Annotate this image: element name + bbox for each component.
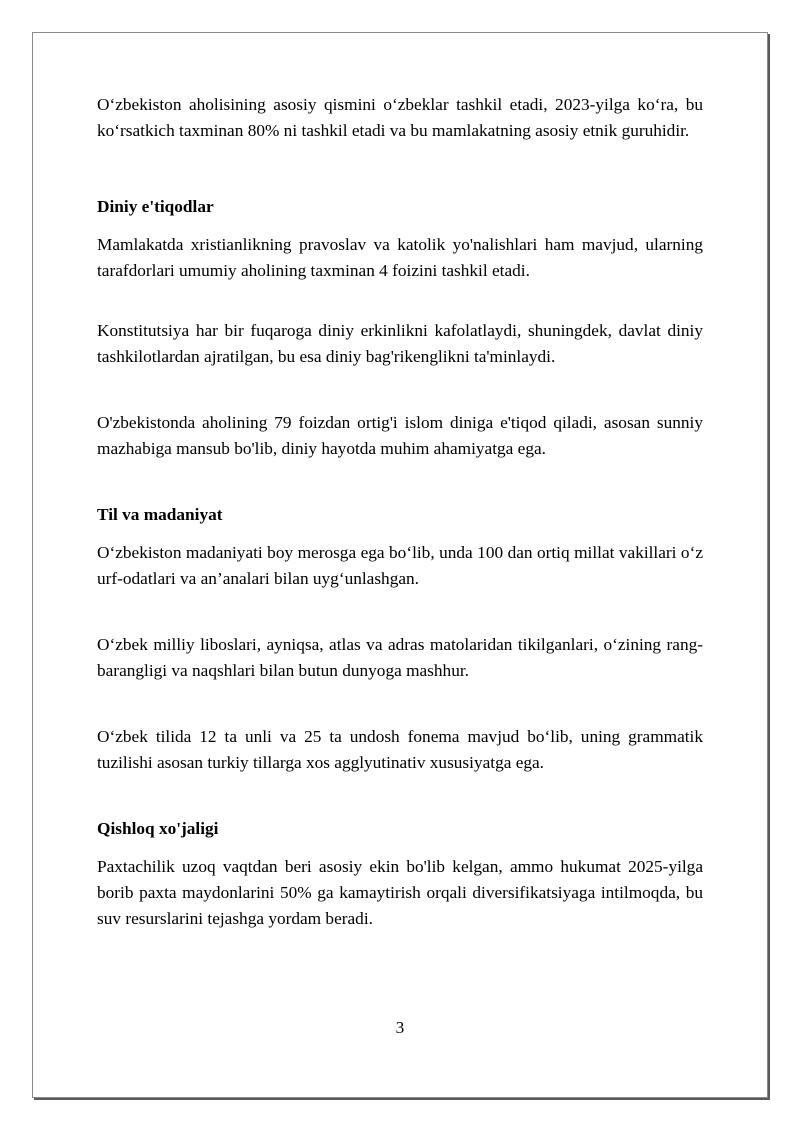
paragraph-islam: O'zbekistonda aholining 79 foizdan ortig'i islom diniga e'tiqod qiladi, asosan sunniy mazhabiga mansub bo'lib, diniy hayotda muhim ahamiyatga ega. bbox=[97, 413, 703, 458]
page-number: 3 bbox=[395, 1018, 405, 1037]
paragraph-constitution: Konstitutsiya har bir fuqaroga diniy erkinlikni kafolatlaydi, shuningdek, davlat diniy tashkilotlardan ajratilgan, bu esa diniy bag'rikenglikni ta'minlaydi. bbox=[97, 321, 703, 366]
paragraph-culture-heritage: O‘zbekiston madaniyati boy merosga ega bo‘lib, unda 100 dan ortiq millat vakillari o‘z urf-odatlari va an’analari bilan uyg‘unlashgan. bbox=[97, 543, 703, 588]
heading-language-culture: Til va madaniyat bbox=[97, 505, 223, 524]
paragraph-cotton-farming: Paxtachilik uzoq vaqtdan beri asosiy ekin bo'lib kelgan, ammo hukumat 2025-yilga borib paxta maydonlarini 50% ga kamaytirish orqali diversifikatsiyaga intilmoqda, bu suv resurslarini tejashga yordam beradi. bbox=[97, 857, 703, 928]
paragraph-uzbek-language: O‘zbek tilida 12 ta unli va 25 ta undosh fonema mavjud bo‘lib, uning grammatik tuzilishi asosan turkiy tillarga xos agglyutinativ xususiyatga ega. bbox=[97, 727, 703, 772]
paragraph-christianity: Mamlakatda xristianlikning pravoslav va katolik yo'nalishlari ham mavjud, ularning tarafdorlari umumiy aholining taxminan 4 foizini tashkil etadi. bbox=[97, 235, 703, 280]
heading-religious-beliefs: Diniy e'tiqodlar bbox=[97, 197, 214, 216]
page-content bbox=[97, 92, 703, 932]
paragraph-ethnic-composition: O‘zbekiston aholisining asosiy qismini o‘zbeklar tashkil etadi, 2023-yilga ko‘ra, bu ko‘rsatkich taxminan 80% ni tashkil etadi va bu mamlakatning asosiy etnik guruhidir. bbox=[97, 95, 703, 140]
paragraph-national-clothing: O‘zbek milliy liboslari, ayniqsa, atlas va adras matolaridan tikilganlari, o‘zining rang-barangligi va naqshlari bilan butun dunyoga mashhur. bbox=[97, 635, 703, 680]
heading-agriculture: Qishloq xo'jaligi bbox=[97, 819, 219, 838]
